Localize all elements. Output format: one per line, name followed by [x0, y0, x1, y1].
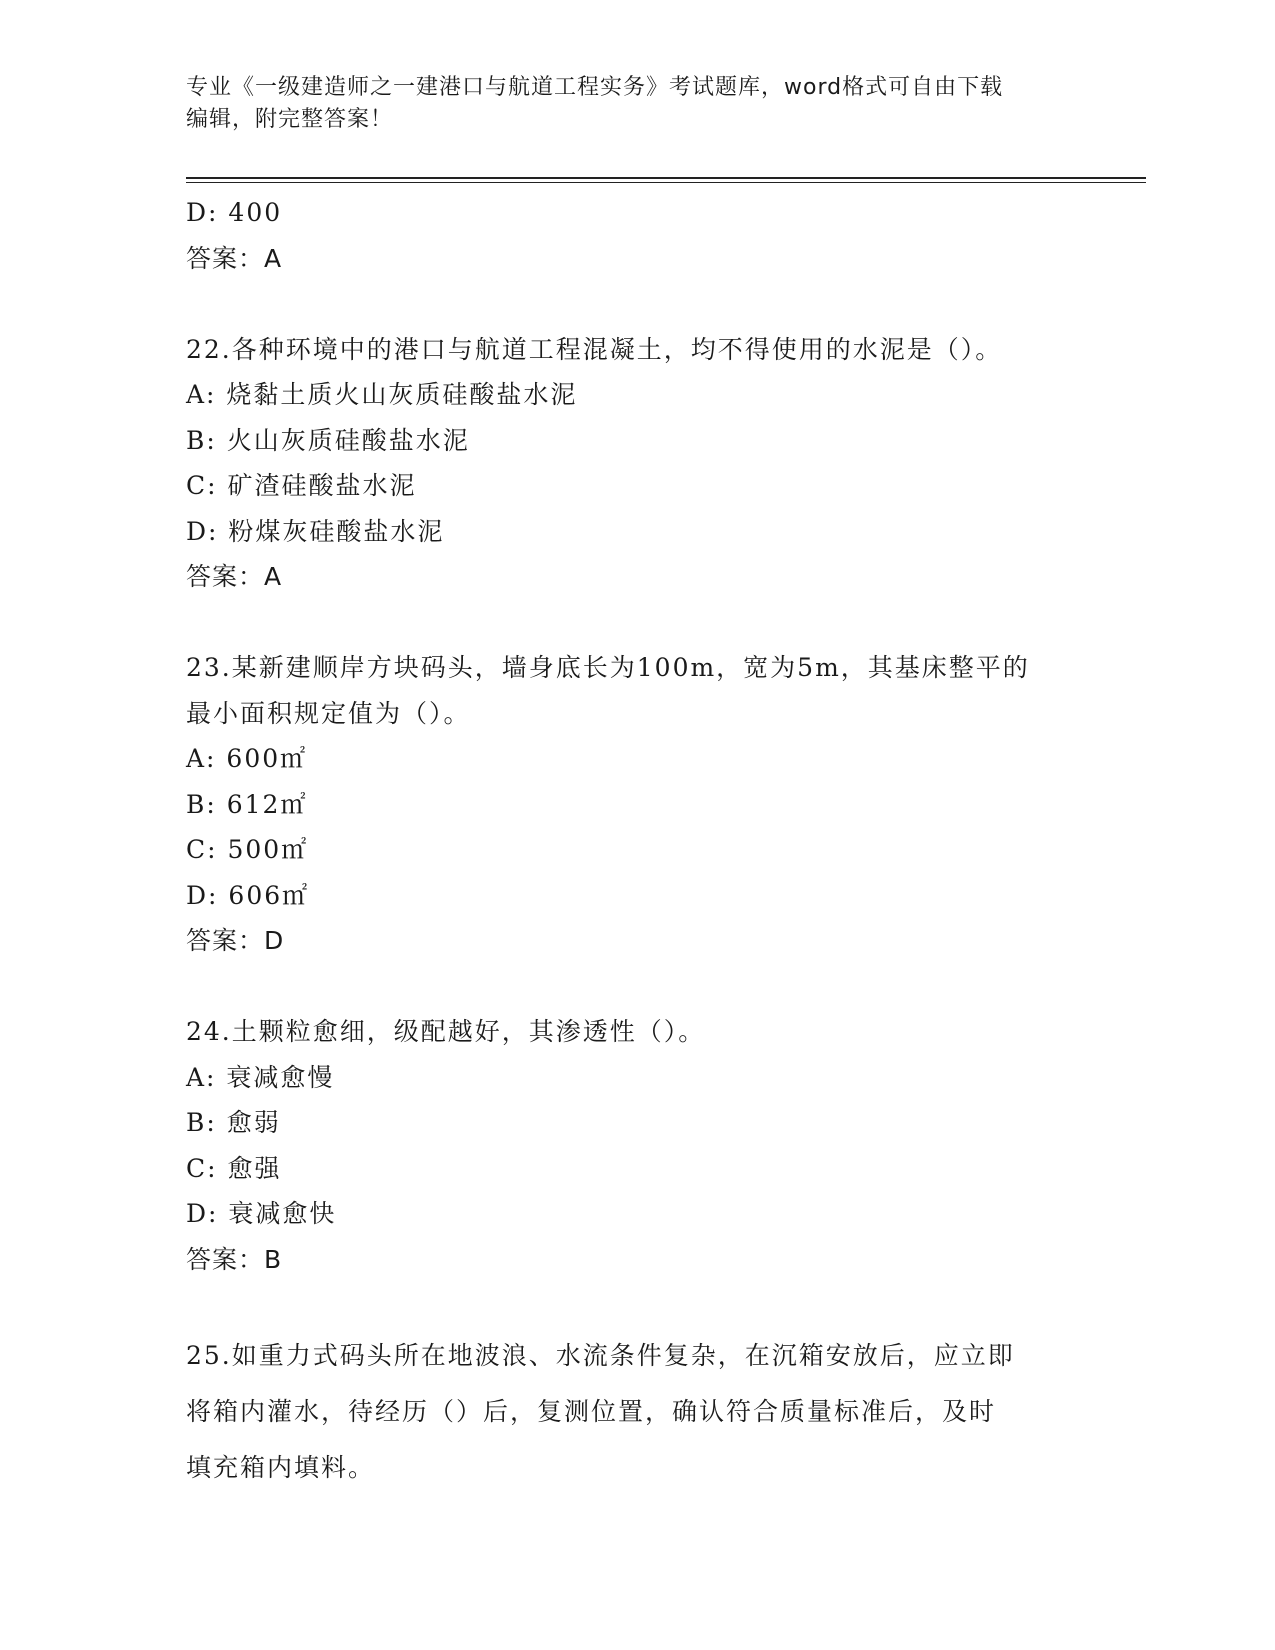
question-stem: 23.某新建顺岸方块码头，墙身底长为100m，宽为5m，其基床整平的	[186, 653, 1030, 682]
option-d: D: 衰减愈快	[186, 1199, 337, 1228]
spacer	[186, 281, 1086, 327]
question-stem: 22.各种环境中的港口与航道工程混凝土，均不得使用的水泥是（）。	[186, 334, 1003, 364]
option-a: A: 衰减愈慢	[186, 1062, 335, 1092]
question-23	[186, 645, 1086, 964]
option-a: A: 600㎡	[186, 744, 308, 773]
question-stem-continued: 将箱内灌水，待经历（）后，复测位置，确认符合质量标准后，及时	[186, 1396, 997, 1426]
question-stem: 24.土颗粒愈细，级配越好，其渗透性（）。	[186, 1017, 706, 1046]
prev-option-d: D: 400	[186, 198, 283, 227]
spacer	[186, 964, 1086, 1010]
prev-answer: 答案：A	[186, 243, 283, 273]
spacer	[186, 1282, 1086, 1328]
option-c: C: 愈强	[186, 1153, 282, 1183]
question-body	[186, 190, 1086, 1496]
question-22	[186, 327, 1086, 600]
option-d: D: 粉煤灰硅酸盐水泥	[186, 516, 445, 546]
option-c: C: 500㎡	[186, 835, 309, 864]
document-header	[186, 72, 1086, 136]
question-stem-continued: 最小面积规定值为（）。	[186, 698, 471, 728]
option-b: B: 火山灰质硅酸盐水泥	[186, 425, 470, 455]
option-d: D: 606㎡	[186, 880, 310, 910]
header-line-2: 编辑，附完整答案！	[186, 107, 394, 132]
answer: 答案：A	[186, 562, 283, 591]
header-divider-thin	[186, 182, 1146, 183]
question-stem-continued: 填充箱内填料。	[186, 1452, 376, 1482]
header-divider-thick	[186, 177, 1146, 179]
answer: 答案：B	[186, 1244, 283, 1274]
question-stem: 25.如重力式码头所在地波浪、水流条件复杂，在沉箱安放后，应立即	[186, 1340, 1015, 1370]
header-line-1: 专业《一级建造师之一建港口与航道工程实务》考试题库，word格式可自由下载	[186, 75, 1004, 100]
question-25	[186, 1328, 1086, 1496]
option-b: B: 愈弱	[186, 1108, 281, 1137]
question-24	[186, 1009, 1086, 1282]
option-c: C: 矿渣硅酸盐水泥	[186, 471, 417, 500]
answer: 答案：D	[186, 926, 285, 955]
option-a: A: 烧黏土质火山灰质硅酸盐水泥	[186, 380, 578, 409]
option-b: B: 612㎡	[186, 789, 308, 819]
spacer	[186, 600, 1086, 646]
